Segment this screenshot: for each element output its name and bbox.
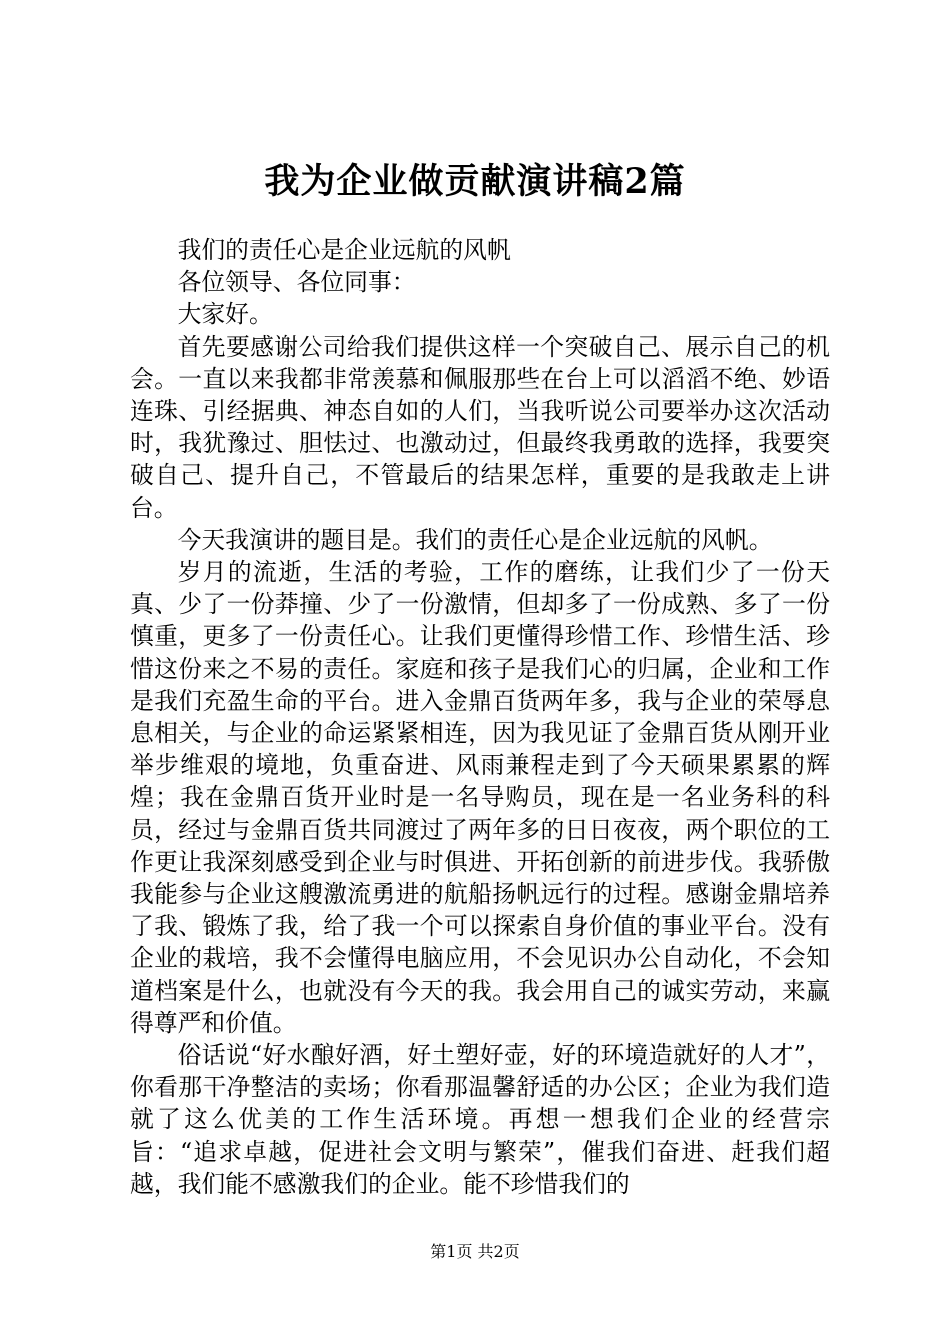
document-title: 我为企业做贡献演讲稿2篇 [264, 161, 686, 202]
paragraph-topic: 今天我演讲的题目是。我们的责任心是企业远航的风帆。 [177, 525, 773, 554]
paragraph-salutation: 各位领导、各位同事： [177, 268, 416, 297]
page-number-footer: 第1页 共2页 [430, 1242, 520, 1261]
paragraph-greeting: 大家好。 [177, 300, 273, 329]
document-body [130, 234, 830, 1200]
paragraph-environment: 俗话说“好水酿好酒，好土塑好壶，好的环境造就好的人才”，你看那干净整洁的卖场；你看那温馨舒适的办公区；企业为我们造就了这么优美的工作生活环境。再想一想我们企业的经营宗旨：“追求卓越，促进社会文明与繁荣”，催我们奋进、赶我们超越，我们能不感激我们的企业。能不珍惜我们的 [130, 1041, 830, 1198]
paragraph-speech-title: 我们的责任心是企业远航的风帆 [177, 236, 511, 264]
paragraph-opening: 首先要感谢公司给我们提供这样一个突破自己、展示自己的机会。一直以来我都非常羡慕和佩服那些在台上可以滔滔不绝、妙语连珠、引经据典、神态自如的人们，当我听说公司要举办这次活动时，我犹豫过、胆怯过、也激动过，但最终我勇敢的选择，我要突破自己、提升自己，不管最后的结果怎样，重要的是我敢走上讲台。 [130, 332, 830, 522]
paragraph-experience: 岁月的流逝，生活的考验，工作的磨练，让我们少了一份天真、少了一份莽撞、少了一份激情，但却多了一份成熟、多了一份慎重，更多了一份责任心。让我们更懂得珍惜工作、珍惜生活、珍惜这份来之不易的责任。家庭和孩子是我们心的归属，企业和工作是我们充盈生命的平台。进入金鼎百货两年多，我与企业的荣辱息息相关，与企业的命运紧紧相连，因为我见证了金鼎百货从刚开业举步维艰的境地，负重奋进、风雨兼程走到了今天硕果累累的辉煌；我在金鼎百货开业时是一名导购员，现在是一名业务科的科员，经过与金鼎百货共同渡过了两年多的日日夜夜，两个职位的工作更让我深刻感受到企业与时俱进、开拓创新的前进步伐。我骄傲我能参与企业这艘激流勇进的航船扬帆远行的过程。感谢金鼎培养了我、锻炼了我，给了我一个可以探索自身价值的事业平台。没有企业的栽培，我不会懂得电脑应用，不会见识办公自动化，不会知道档案是什么，也就没有今天的我。我会用自己的诚实劳动，来赢得尊严和价值。 [130, 558, 830, 1037]
